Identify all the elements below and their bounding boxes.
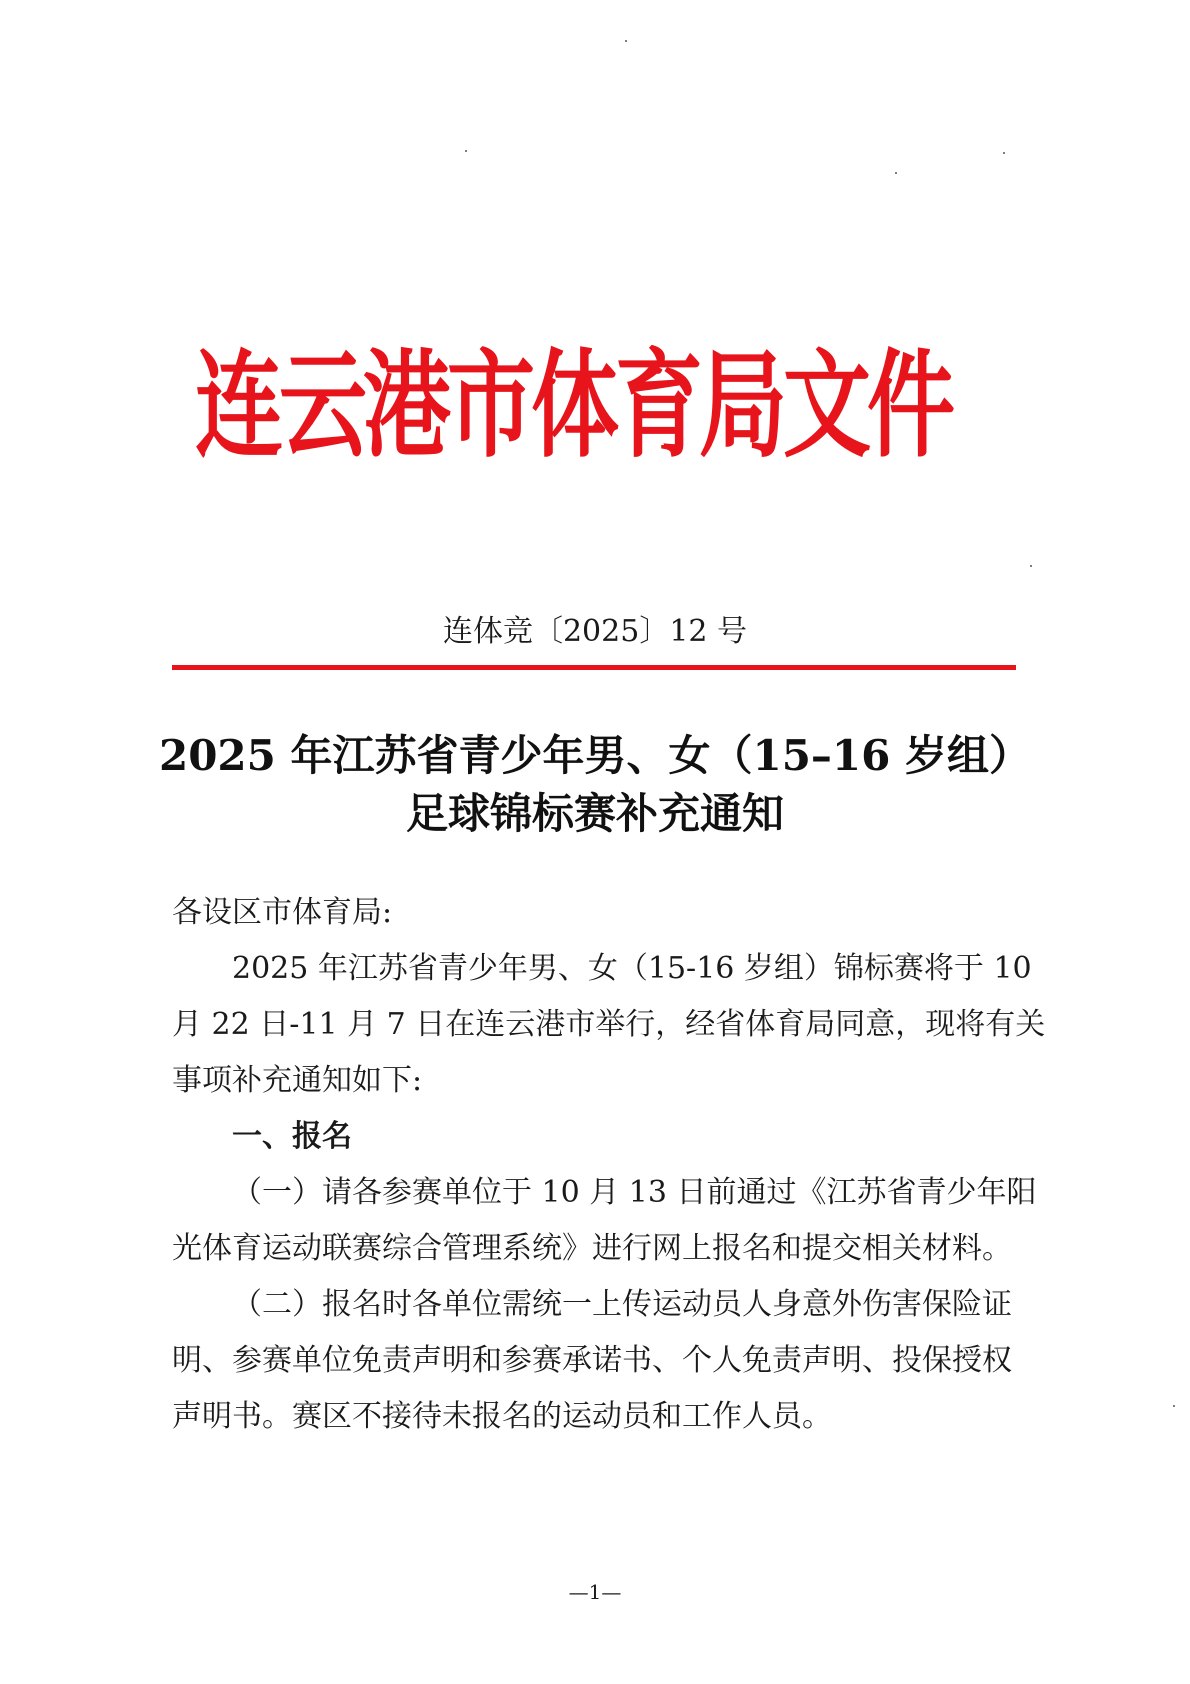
scan-speck bbox=[895, 172, 897, 174]
scan-speck bbox=[465, 150, 467, 152]
item-2-line-1: （二）报名时各单位需统一上传运动员人身意外伤害保险证 bbox=[232, 1287, 1012, 1322]
scan-speck bbox=[625, 40, 627, 42]
document-number: 连体竞〔2025〕12 号 bbox=[442, 614, 748, 649]
item-2-line-2: 明、参赛单位免责声明和参赛承诺书、个人免责声明、投保授权 bbox=[172, 1343, 1012, 1378]
intro-paragraph-line-2: 月 22 日-11 月 7 日在连云港市举行，经省体育局同意，现将有关 bbox=[172, 1007, 1046, 1042]
salutation: 各设区市体育局: bbox=[172, 895, 393, 930]
notice-title-line-2: 足球锦标赛补充通知 bbox=[405, 789, 784, 838]
scan-speck bbox=[1003, 152, 1005, 154]
intro-paragraph-line-1: 2025 年江苏省青少年男、女（15-16 岁组）锦标赛将于 10 bbox=[232, 951, 1032, 986]
scan-speck bbox=[1173, 1405, 1175, 1407]
item-2-line-3: 声明书。赛区不接待未报名的运动员和工作人员。 bbox=[172, 1399, 832, 1434]
item-1-line-1: （一）请各参赛单位于 10 月 13 日前通过《江苏省青少年阳 bbox=[232, 1175, 1037, 1210]
scan-speck bbox=[1030, 565, 1032, 567]
item-1-line-2: 光体育运动联赛综合管理系统》进行网上报名和提交相关材料。 bbox=[172, 1231, 1012, 1266]
section-heading-registration: 一、报名 bbox=[232, 1119, 352, 1154]
issuing-authority-header: 连云港市体育局文件 bbox=[195, 337, 952, 474]
notice-title-line-1: 2025 年江苏省青少年男、女（15–16 岁组） bbox=[158, 731, 1032, 780]
page-number: —1— bbox=[568, 1580, 622, 1604]
red-divider-rule bbox=[172, 665, 1016, 670]
intro-paragraph-line-3: 事项补充通知如下: bbox=[172, 1063, 423, 1098]
